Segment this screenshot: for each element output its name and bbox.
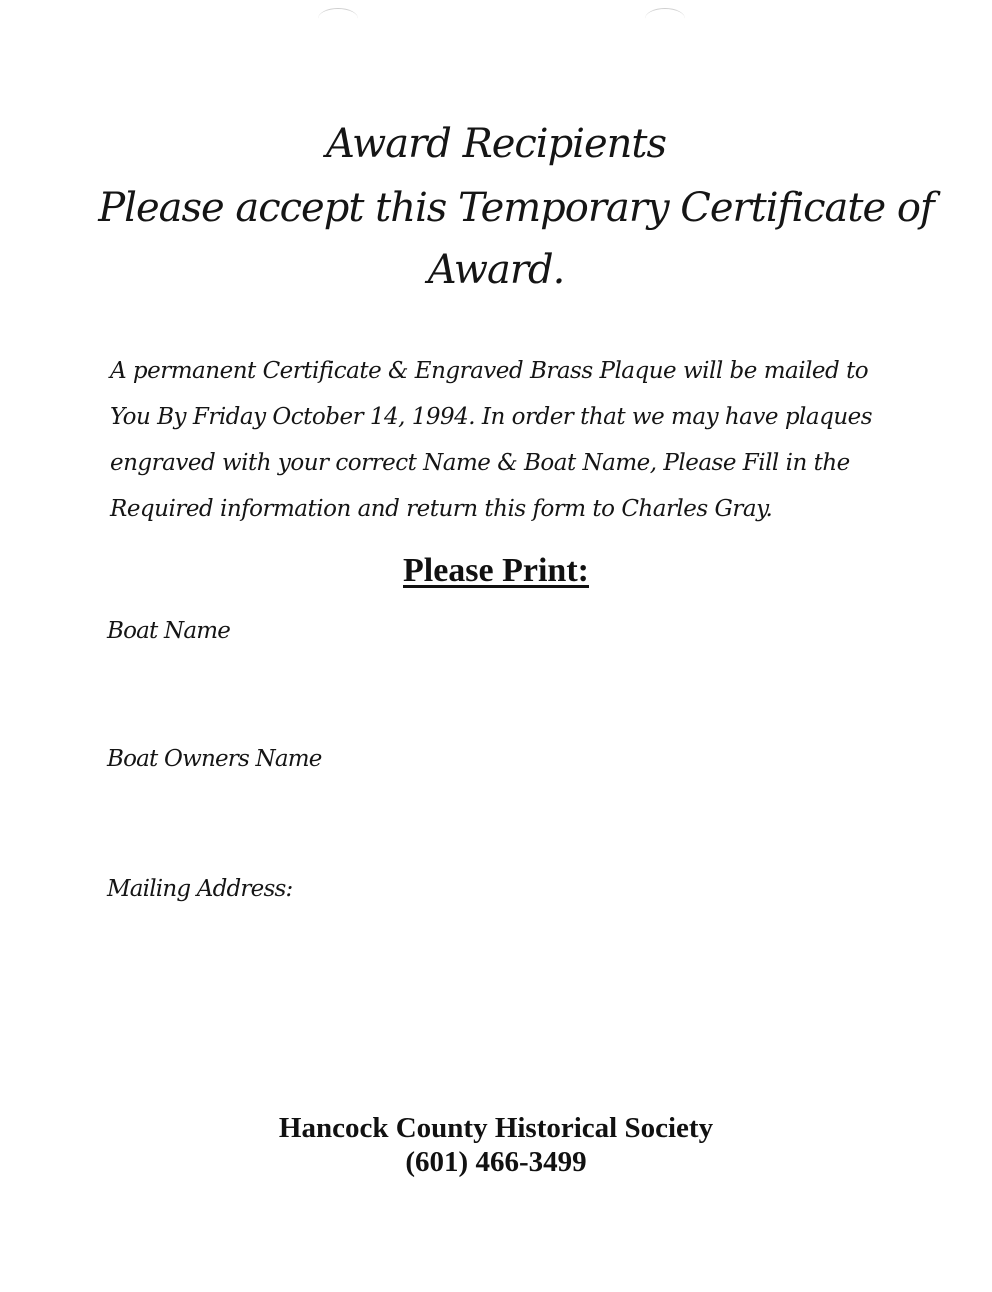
title-line-1: Award Recipients — [325, 121, 667, 167]
title-line-3: Award. — [427, 247, 565, 293]
punch-hole-mark — [318, 8, 358, 29]
paragraph-line: A permanent Certificate & Engraved Brass Plaque will be mailed to — [110, 358, 869, 384]
organization-phone: (601) 466-3499 — [405, 1146, 587, 1178]
organization-name: Hancock County Historical Society — [278, 1112, 714, 1144]
paragraph-line: engraved with your correct Name & Boat Name, Please Fill in the — [110, 450, 850, 476]
please-print-heading: Please Print: — [403, 552, 589, 589]
mailing-address-label: Mailing Address: — [107, 876, 293, 902]
instructions-paragraph — [110, 348, 890, 532]
paragraph-line: Required information and return this form to Charles Gray. — [110, 496, 773, 522]
boat-owners-name-label: Boat Owners Name — [107, 746, 322, 772]
title-line-2: Please accept this Temporary Certificate of — [98, 185, 934, 231]
punch-hole-mark — [645, 8, 685, 29]
paragraph-line: You By Friday October 14, 1994. In order that we may have plaques — [110, 404, 873, 430]
boat-name-label: Boat Name — [107, 618, 231, 644]
